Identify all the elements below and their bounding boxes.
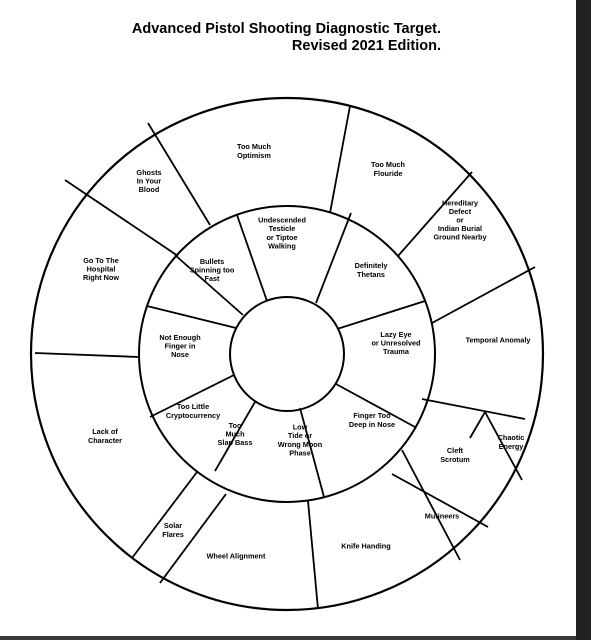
- label-line: Right Now: [82, 273, 120, 283]
- label-line: Solar: [163, 521, 183, 531]
- label-line: Temporal Anomaly: [465, 335, 531, 345]
- label-line: or: [456, 215, 464, 225]
- page-subtitle: Revised 2021 Edition.: [291, 38, 441, 54]
- label-line: Blood: [138, 185, 160, 195]
- page-title: Advanced Pistol Shooting Diagnostic Target.: [131, 21, 441, 37]
- label-too-much-flouride: [371, 160, 405, 178]
- label-line: Indian Burial: [437, 224, 483, 234]
- label-line: Lack of: [92, 427, 118, 437]
- label-mutineers: [425, 512, 459, 521]
- label-line: Defect: [448, 206, 472, 216]
- label-lack-of-character: [88, 427, 122, 445]
- label-line: Undescended: [258, 215, 306, 225]
- label-line: Finger Too: [353, 411, 391, 421]
- label-line: Hospital: [86, 264, 116, 274]
- label-line: Too Much: [371, 160, 405, 170]
- label-knife-handing: [341, 542, 390, 551]
- label-line: Spinning too: [189, 265, 235, 275]
- label-line: or Unresolved: [371, 338, 421, 348]
- label-line: Hereditary: [441, 198, 479, 208]
- label-line: Low: [292, 422, 308, 432]
- label-too-much-optimism: [237, 142, 271, 160]
- label-line: Chaotic: [497, 433, 525, 443]
- label-line: Too: [228, 420, 242, 430]
- label-line: Trauma: [383, 347, 409, 357]
- label-line: Cleft: [446, 446, 464, 456]
- label-line: Bullets: [199, 256, 225, 266]
- label-line: Thetans: [357, 269, 385, 279]
- label-line: or Tiptoe: [266, 232, 298, 242]
- label-chaotic-energy: [498, 433, 525, 451]
- label-ghosts: [136, 168, 161, 194]
- label-line: Flares: [162, 529, 184, 539]
- label-line: Deep in Nose: [348, 419, 396, 429]
- label-line: Much: [225, 429, 245, 439]
- label-line: Fast: [204, 274, 220, 284]
- label-line: In Your: [136, 176, 162, 186]
- label-solar-flares: [162, 521, 184, 539]
- label-go-to-hospital: [83, 256, 119, 282]
- label-line: Energy: [498, 441, 524, 451]
- label-line: Go To The: [83, 255, 119, 265]
- bullseye-circle: [230, 297, 344, 411]
- label-finger-too-deep: [349, 411, 395, 429]
- label-line: Ground Nearby: [433, 232, 487, 242]
- label-temporal-anomaly: [466, 336, 532, 345]
- target-rings: [31, 98, 543, 610]
- label-line: Finger in: [164, 341, 196, 351]
- label-line: Ghosts: [136, 167, 162, 177]
- label-line: Tide or: [287, 431, 313, 441]
- label-line: Mutineers: [424, 511, 460, 521]
- label-line: Nose: [171, 350, 189, 360]
- label-line: Cryptocurrency: [165, 410, 221, 420]
- label-line: Lazy Eye: [380, 329, 412, 339]
- label-line: Knife Handing: [341, 541, 391, 551]
- label-line: Flouride: [373, 168, 403, 178]
- label-line: Wheel Alignment: [206, 551, 266, 561]
- label-line: Not Enough: [159, 332, 201, 342]
- label-line: Testicle: [268, 224, 296, 234]
- label-thetans: [355, 261, 389, 279]
- label-line: Slap Bass: [217, 438, 253, 448]
- label-line: Walking: [268, 241, 296, 251]
- label-line: Too Much: [237, 142, 271, 152]
- label-line: Phase: [289, 448, 311, 458]
- label-line: Optimism: [237, 150, 271, 160]
- label-line: Character: [87, 435, 123, 445]
- label-line: Definitely: [354, 261, 388, 271]
- label-line: Too Little: [176, 402, 210, 412]
- label-wheel-alignment: [207, 552, 266, 561]
- label-line: Scrotum: [440, 454, 470, 464]
- label-line: Wrong Moon: [277, 439, 323, 449]
